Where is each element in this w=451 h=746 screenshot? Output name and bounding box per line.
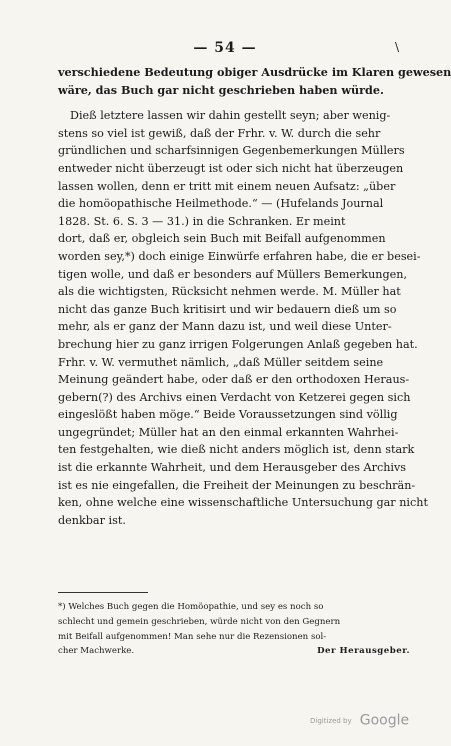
footnote-line: mit Beifall aufgenommen! Man sehe nur die Rezensionen sol- xyxy=(58,631,327,642)
body-line: wäre, das Buch gar nicht geschrieben haben würde. xyxy=(58,82,384,97)
body-line: lassen wollen, denn er tritt mit einem neuen Aufsatz: „über xyxy=(58,179,396,193)
body-line: die homöopathische Heilmethode.“ — (Hufelands Journal xyxy=(58,197,384,211)
body-text xyxy=(58,64,451,529)
body-line: dort, daß er, obgleich sein Buch mit Beifall aufgenommen xyxy=(58,232,386,246)
corner-mark: \ xyxy=(395,40,400,54)
body-line: Frhr. v. W. vermuthet nämlich, „daß Müller seitdem seine xyxy=(58,355,384,369)
footnote-last-line xyxy=(58,644,410,659)
body-line: gründlichen und scharfsinnigen Gegenbemerkungen Müllers xyxy=(58,144,405,158)
body-line: ungegründet; Müller hat an den einmal erkannten Wahrhei- xyxy=(58,425,399,439)
footnote xyxy=(58,600,410,659)
body-line: verschiedene Bedeutung obiger Ausdrücke im Klaren gewesen xyxy=(58,65,451,79)
footnote-line: cher Machwerke. xyxy=(58,646,135,657)
paragraph-gap xyxy=(58,99,410,107)
body-line: ist die erkannte Wahrheit, und dem Herausgeber des Archivs xyxy=(58,461,407,475)
watermark-prefix: Digitized by xyxy=(310,716,352,725)
body-line: eingeslößt haben möge.“ Beide Voraussetzungen sind völlig xyxy=(58,408,398,422)
body-line: mehr, als er ganz der Mann dazu ist, und weil diese Unter- xyxy=(58,320,392,334)
digitized-watermark xyxy=(310,710,409,729)
body-line: ten festgehalten, wie dieß nicht anders möglich ist, denn stark xyxy=(58,443,415,457)
body-line: gebern(?) des Archivs einen Verdacht von Ketzerei gegen sich xyxy=(58,390,411,404)
body-line: als die wichtigsten, Rücksicht nehmen werde. M. Müller hat xyxy=(58,285,401,299)
footnote-line: schlecht und gemein geschrieben, würde nicht von den Gegnern xyxy=(58,616,341,627)
body-line: brechung hier zu ganz irrigen Folgerungen Anlaß gegeben hat. xyxy=(58,337,418,351)
page-number: — 54 — xyxy=(193,40,257,56)
body-line: ken, ohne welche eine wissenschaftliche Untersuchung gar nicht xyxy=(58,496,428,510)
body-line: stens so viel ist gewiß, daß der Frhr. v. W. durch die sehr xyxy=(58,126,381,140)
body-line: entweder nicht überzeugt ist oder sich nicht hat überzeugen xyxy=(58,161,404,175)
body-line: Dieß letztere lassen wir dahin gestellt seyn; aber wenig- xyxy=(70,109,391,123)
body-line: 1828. St. 6. S. 3 — 31.) in die Schranken. Er meint xyxy=(58,214,346,228)
body-line: denkbar ist. xyxy=(58,513,126,527)
body-line: nicht das ganze Buch kritisirt und wir bedauern dieß um so xyxy=(58,302,397,316)
body-line: worden sey,*) doch einige Einwürfe erfahren habe, die er besei- xyxy=(58,249,421,263)
body-line: ist es nie eingefallen, die Freiheit der Meinungen zu beschrän- xyxy=(58,478,416,492)
google-logo: Google xyxy=(359,712,410,729)
footnote-rule xyxy=(58,592,148,593)
body-line: Meinung geändert habe, oder daß er den orthodoxen Heraus- xyxy=(58,373,410,387)
body-line: tigen wolle, und daß er besonders auf Müllers Bemerkungen, xyxy=(58,267,408,281)
footnote-line: *) Welches Buch gegen die Homöopathie, und sey es noch so xyxy=(58,602,324,612)
footnote-signature: Der Herausgeber. xyxy=(317,646,410,657)
